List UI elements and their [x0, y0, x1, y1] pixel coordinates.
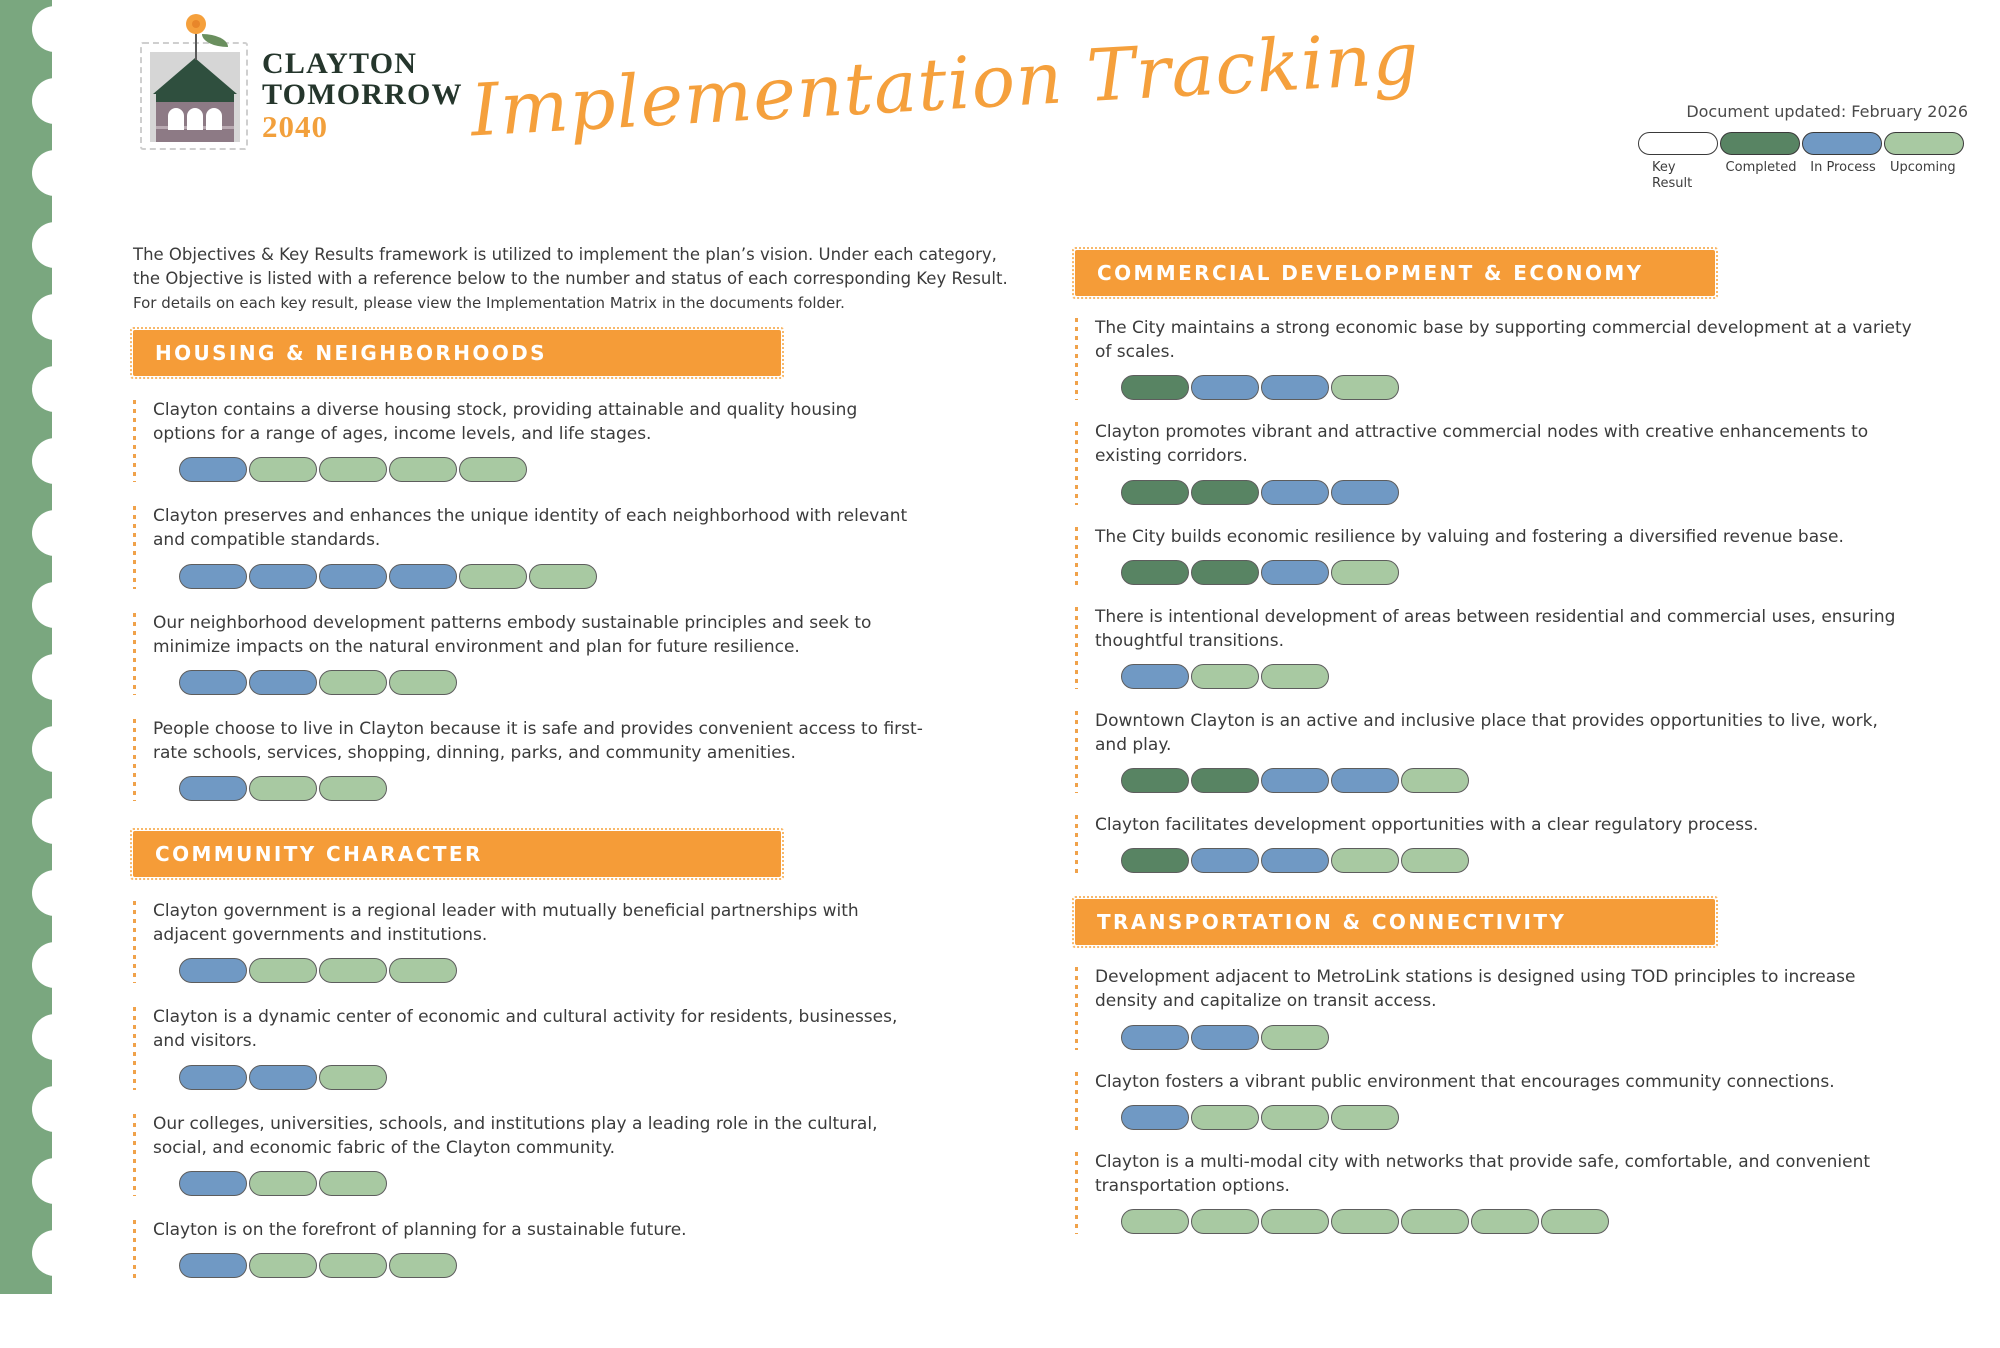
- objective-text: Clayton is on the forefront of planning for a sustainable future.: [153, 1219, 687, 1240]
- key-result-pill-upcoming[interactable]: [249, 1171, 317, 1196]
- legend-label-upcoming: Upcoming: [1890, 160, 1956, 175]
- key-result-pill-upcoming[interactable]: [319, 1065, 387, 1090]
- objective-item: [1075, 709, 1955, 793]
- key-result-pill-upcoming[interactable]: [1401, 848, 1469, 873]
- key-result-pill-completed[interactable]: [1121, 560, 1189, 585]
- key-result-pill-inprocess[interactable]: [1191, 375, 1259, 400]
- key-result-pill-upcoming[interactable]: [249, 457, 317, 482]
- scallop-dot: [32, 582, 78, 628]
- objective-item: [133, 717, 923, 801]
- objective-text: Clayton promotes vibrant and attractive commercial nodes with creative enhancements to existing corridors.: [1095, 422, 1869, 467]
- key-result-pill-row: [1095, 560, 1955, 585]
- section-title: HOUSING & NEIGHBORHOODS: [155, 341, 547, 365]
- key-result-pill-inprocess[interactable]: [179, 1171, 247, 1196]
- objective-item: [1075, 420, 1955, 504]
- key-result-pill-inprocess[interactable]: [249, 670, 317, 695]
- scallop-dot: [32, 1014, 78, 1060]
- status-legend: [1638, 132, 1968, 191]
- objective-text: Clayton is a dynamic center of economic and cultural activity for residents, businesses, and visitors.: [153, 1007, 898, 1052]
- objective-text: People choose to live in Clayton because it is safe and provides convenient access to first-rate schools, services, shopping, dinning, parks, and community amenities.: [153, 718, 923, 763]
- key-result-pill-upcoming[interactable]: [1401, 768, 1469, 793]
- window-icon: [187, 108, 203, 130]
- objective-text: Clayton preserves and enhances the unique identity of each neighborhood with relevant and compatible standards.: [153, 506, 908, 551]
- legend-pill-keyresult: [1638, 132, 1718, 155]
- key-result-pill-inprocess[interactable]: [1261, 375, 1329, 400]
- intro-line-1: The Objectives & Key Results framework is utilized to implement the plan’s vision. Under each category,: [133, 245, 997, 264]
- key-result-pill-inprocess[interactable]: [1261, 480, 1329, 505]
- key-result-pill-upcoming[interactable]: [389, 670, 457, 695]
- brand-line-1: CLAYTON: [262, 47, 418, 81]
- key-result-pill-inprocess[interactable]: [1121, 1025, 1189, 1050]
- scallop-dot: [32, 1086, 78, 1132]
- scallop-dot: [32, 438, 78, 484]
- key-result-pill-row: [1095, 480, 1955, 505]
- objective-text: Clayton contains a diverse housing stock, providing attainable and quality housing options for a range of ages, income levels, and life stages.: [153, 400, 858, 445]
- intro-line-3: For details on each key result, please view the Implementation Matrix in the documents folder.: [133, 293, 845, 312]
- objective-text: The City builds economic resilience by valuing and fostering a diversified revenue base.: [1095, 526, 1844, 547]
- key-result-pill-completed[interactable]: [1121, 480, 1189, 505]
- page-header: [140, 15, 1970, 191]
- objective-text: Clayton government is a regional leader with mutually beneficial partnerships with adjacent governments and institutions.: [153, 901, 859, 946]
- key-result-pill-inprocess[interactable]: [1191, 848, 1259, 873]
- key-result-pill-completed[interactable]: [1191, 480, 1259, 505]
- key-result-pill-inprocess[interactable]: [179, 670, 247, 695]
- key-result-pill-row: [1095, 375, 1955, 400]
- key-result-pill-upcoming[interactable]: [389, 1253, 457, 1278]
- key-result-pill-upcoming[interactable]: [459, 564, 527, 589]
- scallop-dot: [32, 942, 78, 988]
- leaf-icon: [202, 34, 228, 47]
- key-result-pill-inprocess[interactable]: [1191, 1025, 1259, 1050]
- left-column: [133, 330, 923, 1278]
- section-banner-community-character: [133, 831, 781, 877]
- right-column: [1075, 250, 1955, 1234]
- objective-item: [133, 504, 923, 588]
- key-result-pill-upcoming[interactable]: [249, 776, 317, 801]
- key-result-pill-upcoming[interactable]: [1331, 560, 1399, 585]
- scallop-dot: [32, 222, 78, 268]
- objective-item: [1075, 1150, 1955, 1234]
- legend-label-row: [1638, 160, 1968, 191]
- scallop-dot: [32, 726, 78, 772]
- brand-wordmark: [262, 49, 463, 143]
- scallop-dot: [32, 870, 78, 916]
- key-result-pill-inprocess[interactable]: [179, 776, 247, 801]
- scallop-dot: [32, 6, 78, 52]
- key-result-pill-upcoming[interactable]: [1541, 1209, 1609, 1234]
- key-result-pill-row: [1095, 1105, 1955, 1130]
- scallop-dot: [32, 510, 78, 556]
- key-result-pill-upcoming[interactable]: [1401, 1209, 1469, 1234]
- scallop-dot: [32, 366, 78, 412]
- key-result-pill-inprocess[interactable]: [1331, 768, 1399, 793]
- key-result-pill-upcoming[interactable]: [319, 670, 387, 695]
- key-result-pill-upcoming[interactable]: [1471, 1209, 1539, 1234]
- key-result-pill-upcoming[interactable]: [1261, 664, 1329, 689]
- key-result-pill-inprocess[interactable]: [249, 1065, 317, 1090]
- key-result-pill-completed[interactable]: [1121, 848, 1189, 873]
- key-result-pill-completed[interactable]: [1191, 768, 1259, 793]
- section-banner-commercial-development-economy: [1075, 250, 1715, 296]
- objective-text: Clayton facilitates development opportunities with a clear regulatory process.: [1095, 815, 1759, 836]
- objective-item: [133, 398, 923, 482]
- legend-label-inprocess: In Process: [1810, 160, 1876, 175]
- legend-pill-completed: [1720, 132, 1800, 155]
- objective-text: The City maintains a strong economic base by supporting commercial development at a variety of scales.: [1095, 318, 1912, 363]
- key-result-pill-upcoming[interactable]: [1261, 1105, 1329, 1130]
- key-result-pill-inprocess[interactable]: [249, 564, 317, 589]
- key-result-pill-inprocess[interactable]: [1261, 560, 1329, 585]
- brand-logo: [140, 42, 463, 150]
- brand-line-2: TOMORROW: [262, 77, 463, 111]
- flower-center-icon: [192, 20, 200, 28]
- key-result-pill-upcoming[interactable]: [529, 564, 597, 589]
- legend-pill-upcoming: [1884, 132, 1964, 155]
- key-result-pill-upcoming[interactable]: [1331, 1105, 1399, 1130]
- key-result-pill-row: [153, 776, 923, 801]
- scallop-dot: [32, 1158, 78, 1204]
- key-result-pill-upcoming[interactable]: [389, 958, 457, 983]
- objective-item: [1075, 525, 1955, 585]
- scallop-dot: [32, 1230, 78, 1276]
- key-result-pill-inprocess[interactable]: [389, 564, 457, 589]
- key-result-pill-row: [153, 1171, 923, 1196]
- objective-item: [133, 611, 923, 695]
- key-result-pill-inprocess[interactable]: [179, 958, 247, 983]
- key-result-pill-inprocess[interactable]: [1121, 664, 1189, 689]
- scallop-dot: [32, 150, 78, 196]
- intro-paragraph: [133, 243, 1033, 314]
- key-result-pill-row: [153, 564, 923, 589]
- key-result-pill-inprocess[interactable]: [179, 564, 247, 589]
- scallop-dot: [32, 294, 78, 340]
- objective-text: Clayton is a multi-modal city with networks that provide safe, comfortable, and convenient transportation options.: [1095, 1151, 1871, 1196]
- section-title: COMMERCIAL DEVELOPMENT & ECONOMY: [1097, 261, 1644, 285]
- key-result-pill-inprocess[interactable]: [179, 1065, 247, 1090]
- key-result-pill-inprocess[interactable]: [1261, 768, 1329, 793]
- legend-label-completed: Completed: [1725, 160, 1797, 175]
- objective-text: Our colleges, universities, schools, and institutions play a leading role in the cultural, social, and economic fabric of the Clayton community.: [153, 1113, 878, 1158]
- key-result-pill-upcoming[interactable]: [1331, 375, 1399, 400]
- roof-band-shape: [156, 94, 234, 102]
- key-result-pill-row: [153, 457, 923, 482]
- key-result-pill-upcoming[interactable]: [1331, 848, 1399, 873]
- key-result-pill-upcoming[interactable]: [249, 958, 317, 983]
- legend-label-keyresult: Key Result: [1652, 160, 1693, 191]
- key-result-pill-inprocess[interactable]: [179, 457, 247, 482]
- brand-line-3: 2040: [262, 109, 328, 145]
- key-result-pill-row: [1095, 1025, 1955, 1050]
- key-result-pill-row: [153, 1253, 923, 1278]
- intro-line-2: the Objective is listed with a reference below to the number and status of each corresponding Key Result.: [133, 269, 1008, 289]
- legend-pill-inprocess: [1802, 132, 1882, 155]
- key-result-pill-row: [153, 1065, 923, 1090]
- key-result-pill-upcoming[interactable]: [319, 776, 387, 801]
- key-result-pill-upcoming[interactable]: [1191, 1209, 1259, 1234]
- key-result-pill-upcoming[interactable]: [249, 1253, 317, 1278]
- stamp-artwork: [150, 52, 240, 142]
- document-updated-text: Document updated: February 2026: [1686, 102, 1968, 121]
- key-result-pill-upcoming[interactable]: [389, 457, 457, 482]
- key-result-pill-upcoming[interactable]: [1261, 1209, 1329, 1234]
- key-result-pill-row: [1095, 848, 1955, 873]
- key-result-pill-upcoming[interactable]: [1261, 1025, 1329, 1050]
- key-result-pill-inprocess[interactable]: [1261, 848, 1329, 873]
- objective-item: [1075, 316, 1955, 400]
- key-result-pill-row: [1095, 664, 1955, 689]
- key-result-pill-row: [153, 958, 923, 983]
- scallop-dot: [32, 1302, 78, 1348]
- key-result-pill-row: [1095, 768, 1955, 793]
- section-banner-housing-neighborhoods: [133, 330, 781, 376]
- objective-item: [133, 1112, 923, 1196]
- objective-text: Downtown Clayton is an active and inclusive place that provides opportunities to live, work, and play.: [1095, 710, 1878, 755]
- key-result-pill-completed[interactable]: [1121, 768, 1189, 793]
- key-result-pill-upcoming[interactable]: [1331, 1209, 1399, 1234]
- objective-text: Our neighborhood development patterns embody sustainable principles and seek to minimize impacts on the natural environment and plan for future resilience.: [153, 612, 872, 657]
- objective-text: Clayton fosters a vibrant public environment that encourages community connections.: [1095, 1071, 1835, 1092]
- section-title: TRANSPORTATION & CONNECTIVITY: [1097, 910, 1567, 935]
- section-banner-transportation-connectivity: [1075, 899, 1715, 945]
- key-result-pill-row: [1095, 1209, 1955, 1234]
- key-result-pill-upcoming[interactable]: [459, 457, 527, 482]
- objective-item: [1075, 1070, 1955, 1130]
- scallop-dot: [32, 798, 78, 844]
- objective-item: [133, 899, 923, 983]
- key-result-pill-completed[interactable]: [1191, 560, 1259, 585]
- objective-item: [1075, 965, 1955, 1049]
- window-icon: [168, 108, 184, 130]
- scallop-dot: [32, 78, 78, 124]
- key-result-pill-inprocess[interactable]: [319, 564, 387, 589]
- objective-text: There is intentional development of areas between residential and commercial uses, ensuring thoughtful transitions.: [1095, 606, 1896, 651]
- page-title: Implementation Tracking: [468, 15, 1422, 153]
- key-result-pill-inprocess[interactable]: [1331, 480, 1399, 505]
- key-result-pill-upcoming[interactable]: [1191, 1105, 1259, 1130]
- key-result-pill-upcoming[interactable]: [319, 1171, 387, 1196]
- key-result-pill-completed[interactable]: [1121, 375, 1189, 400]
- objective-item: [133, 1005, 923, 1089]
- key-result-pill-upcoming[interactable]: [319, 1253, 387, 1278]
- objective-item: [1075, 605, 1955, 689]
- key-result-pill-upcoming[interactable]: [319, 958, 387, 983]
- key-result-pill-row: [153, 670, 923, 695]
- city-hall-stamp-icon: [140, 42, 248, 150]
- legend-pill-row: [1638, 132, 1968, 155]
- objective-item: [1075, 813, 1955, 873]
- roof-shape: [153, 58, 237, 94]
- key-result-pill-upcoming[interactable]: [1191, 664, 1259, 689]
- scallop-edge-decoration: [32, 0, 88, 1294]
- scallop-dot: [32, 654, 78, 700]
- objective-item: [133, 1218, 923, 1278]
- key-result-pill-inprocess[interactable]: [179, 1253, 247, 1278]
- objective-text: Development adjacent to MetroLink stations is designed using TOD principles to increase density and capitalize on transit access.: [1095, 967, 1856, 1012]
- key-result-pill-upcoming[interactable]: [1121, 1209, 1189, 1234]
- window-icon: [206, 108, 222, 130]
- key-result-pill-inprocess[interactable]: [1121, 1105, 1189, 1130]
- section-title: COMMUNITY CHARACTER: [155, 842, 483, 866]
- key-result-pill-upcoming[interactable]: [319, 457, 387, 482]
